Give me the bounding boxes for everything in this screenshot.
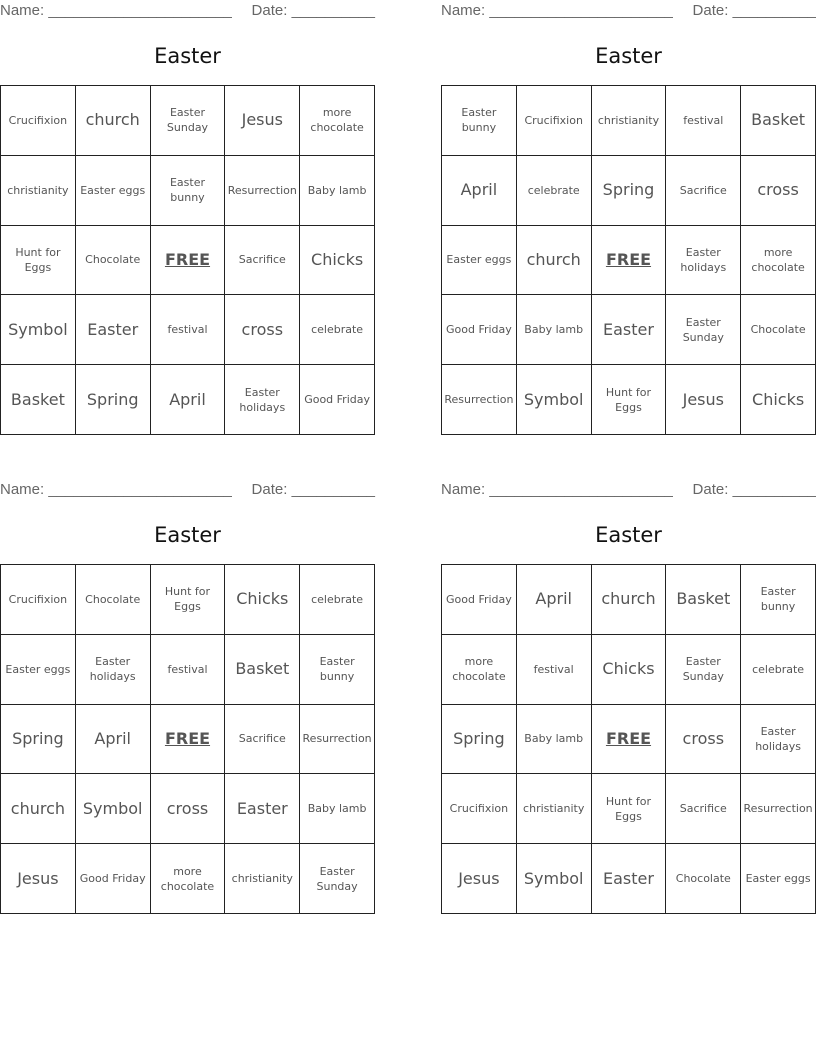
date-field: Date: __________ — [692, 481, 816, 498]
card-title: Easter — [154, 44, 221, 68]
card-header — [441, 481, 816, 501]
bingo-cell: Basket — [1, 365, 76, 435]
bingo-cell: Easter bunny — [151, 156, 226, 226]
bingo-cell: Easter bunny — [442, 86, 517, 156]
bingo-cell: Easter eggs — [76, 156, 151, 226]
bingo-cell: Basket — [225, 635, 300, 705]
bingo-cell: Chicks — [225, 565, 300, 635]
bingo-cell: Crucifixion — [1, 86, 76, 156]
date-field: Date: __________ — [692, 2, 816, 19]
bingo-cell: Easter eggs — [442, 226, 517, 296]
bingo-cell: christianity — [1, 156, 76, 226]
bingo-cell: Good Friday — [76, 844, 151, 914]
bingo-cell: Hunt for Eggs — [592, 774, 667, 844]
bingo-card-2 — [441, 2, 816, 442]
bingo-cell: Jesus — [442, 844, 517, 914]
bingo-cell: Easter — [225, 774, 300, 844]
bingo-cell: Easter bunny — [300, 635, 375, 705]
bingo-cell: Sacrifice — [666, 774, 741, 844]
bingo-cell: Easter eggs — [1, 635, 76, 705]
bingo-cell: festival — [666, 86, 741, 156]
bingo-cell: Crucifixion — [517, 86, 592, 156]
bingo-cell: festival — [151, 635, 226, 705]
bingo-cell: Chocolate — [76, 565, 151, 635]
bingo-cell: Easter — [592, 844, 667, 914]
bingo-cell: Baby lamb — [300, 156, 375, 226]
bingo-card-3 — [0, 481, 375, 921]
bingo-cell: festival — [517, 635, 592, 705]
bingo-cell: Easter holidays — [225, 365, 300, 435]
bingo-cell: Sacrifice — [666, 156, 741, 226]
bingo-cell: April — [517, 565, 592, 635]
card-header — [0, 481, 375, 501]
bingo-cell: Spring — [592, 156, 667, 226]
bingo-cell: April — [151, 365, 226, 435]
bingo-cell: more chocolate — [151, 844, 226, 914]
bingo-cell: celebrate — [300, 565, 375, 635]
date-field: Date: __________ — [251, 2, 375, 19]
bingo-cell: Spring — [442, 705, 517, 775]
bingo-cell: Chocolate — [76, 226, 151, 296]
name-field: Name: ______________________ — [441, 481, 673, 498]
bingo-cell: Resurrection — [442, 365, 517, 435]
bingo-cell: April — [442, 156, 517, 226]
bingo-cell: Hunt for Eggs — [151, 565, 226, 635]
bingo-grid — [0, 564, 375, 914]
bingo-cell: Symbol — [76, 774, 151, 844]
free-space: FREE — [592, 226, 667, 296]
bingo-cell: Chicks — [592, 635, 667, 705]
bingo-cell: Jesus — [225, 86, 300, 156]
card-header — [441, 2, 816, 22]
card-title: Easter — [595, 44, 662, 68]
bingo-cell: Jesus — [666, 365, 741, 435]
bingo-cell: Symbol — [517, 365, 592, 435]
bingo-cell: Chocolate — [741, 295, 816, 365]
bingo-cell: celebrate — [300, 295, 375, 365]
bingo-cell: Sacrifice — [225, 226, 300, 296]
bingo-cell: Resurrection — [300, 705, 375, 775]
bingo-cell: christianity — [225, 844, 300, 914]
bingo-cell: Good Friday — [300, 365, 375, 435]
bingo-cell: Basket — [666, 565, 741, 635]
bingo-cell: more chocolate — [442, 635, 517, 705]
bingo-cell: Easter Sunday — [151, 86, 226, 156]
bingo-cell: Resurrection — [741, 774, 816, 844]
bingo-cell: Easter holidays — [741, 705, 816, 775]
bingo-cell: cross — [741, 156, 816, 226]
bingo-cell: celebrate — [741, 635, 816, 705]
bingo-cell: Crucifixion — [1, 565, 76, 635]
bingo-cell: Chicks — [300, 226, 375, 296]
bingo-cell: Good Friday — [442, 295, 517, 365]
name-field: Name: ______________________ — [441, 2, 673, 19]
bingo-cell: Basket — [741, 86, 816, 156]
bingo-cell: church — [517, 226, 592, 296]
bingo-cell: church — [1, 774, 76, 844]
bingo-cell: Good Friday — [442, 565, 517, 635]
free-space: FREE — [151, 226, 226, 296]
bingo-cell: Easter — [76, 295, 151, 365]
bingo-grid — [441, 564, 816, 914]
bingo-card-4 — [441, 481, 816, 921]
card-title: Easter — [595, 523, 662, 547]
bingo-grid — [441, 85, 816, 435]
bingo-cell: festival — [151, 295, 226, 365]
bingo-cell: more chocolate — [300, 86, 375, 156]
free-space: FREE — [151, 705, 226, 775]
bingo-cell: Jesus — [1, 844, 76, 914]
bingo-cell: Easter Sunday — [666, 635, 741, 705]
name-field: Name: ______________________ — [0, 481, 232, 498]
bingo-cell: Chocolate — [666, 844, 741, 914]
name-field: Name: ______________________ — [0, 2, 232, 19]
bingo-grid — [0, 85, 375, 435]
bingo-cell: Spring — [1, 705, 76, 775]
bingo-cell: Easter holidays — [666, 226, 741, 296]
bingo-cell: Easter Sunday — [666, 295, 741, 365]
bingo-cell: Easter Sunday — [300, 844, 375, 914]
bingo-cell: Spring — [76, 365, 151, 435]
bingo-cell: Baby lamb — [300, 774, 375, 844]
bingo-cell: Resurrection — [225, 156, 300, 226]
bingo-cell: christianity — [592, 86, 667, 156]
bingo-cell: cross — [666, 705, 741, 775]
bingo-cell: church — [76, 86, 151, 156]
bingo-cell: Symbol — [517, 844, 592, 914]
bingo-card-1 — [0, 2, 375, 442]
date-field: Date: __________ — [251, 481, 375, 498]
bingo-cell: Easter — [592, 295, 667, 365]
bingo-cell: Hunt for Eggs — [1, 226, 76, 296]
bingo-cell: christianity — [517, 774, 592, 844]
bingo-cell: Crucifixion — [442, 774, 517, 844]
card-title: Easter — [154, 523, 221, 547]
bingo-cell: celebrate — [517, 156, 592, 226]
bingo-cell: cross — [225, 295, 300, 365]
free-space: FREE — [592, 705, 667, 775]
bingo-cell: Easter bunny — [741, 565, 816, 635]
bingo-cell: church — [592, 565, 667, 635]
bingo-cell: Easter holidays — [76, 635, 151, 705]
bingo-cell: Easter eggs — [741, 844, 816, 914]
bingo-cell: Hunt for Eggs — [592, 365, 667, 435]
card-header — [0, 2, 375, 22]
bingo-cell: Baby lamb — [517, 295, 592, 365]
bingo-cell: Sacrifice — [225, 705, 300, 775]
bingo-cell: cross — [151, 774, 226, 844]
bingo-cell: Baby lamb — [517, 705, 592, 775]
bingo-cell: April — [76, 705, 151, 775]
bingo-cell: more chocolate — [741, 226, 816, 296]
bingo-cell: Symbol — [1, 295, 76, 365]
bingo-cell: Chicks — [741, 365, 816, 435]
